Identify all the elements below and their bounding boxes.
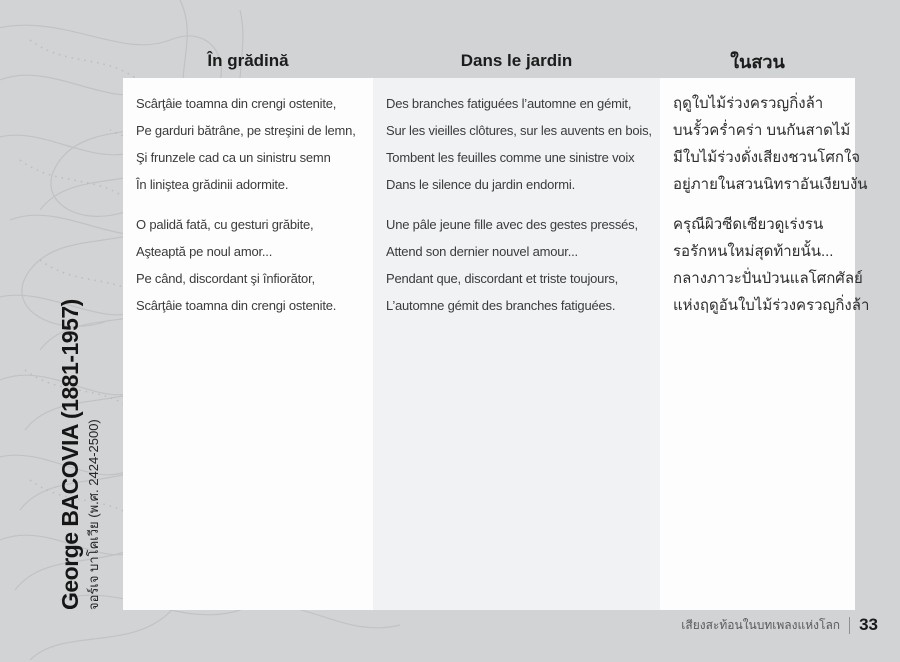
column-title-french: Dans le jardin xyxy=(460,51,573,70)
poem-line: ครุณีผิวซีดเซียวดูเร่งรน xyxy=(673,216,824,233)
poem-line: L’automne gémit des branches fatiguées. xyxy=(386,298,616,313)
author-block xyxy=(57,280,103,610)
stanza xyxy=(673,90,868,198)
stanza xyxy=(386,211,648,319)
poem-line: บนรั้วคร่ำคร่า บนกันสาดไม้ xyxy=(673,122,851,139)
poem-line: ฤดูใบไม้ร่วงครวญกิ่งล้า xyxy=(673,95,824,112)
poem-line: Attend son dernier nouvel amour... xyxy=(386,244,578,259)
poem-line: Dans le silence du jardin endormi. xyxy=(386,177,576,192)
poem-line: Sur les vieilles clôtures, sur les auvents en bois, xyxy=(386,123,652,138)
poem-line: Tombent les feuilles comme une sinistre voix xyxy=(386,150,635,165)
book-title: เสียงสะท้อนในบทเพลงแห่งโลก xyxy=(681,617,841,632)
stanza xyxy=(673,211,870,319)
poem-line: อยู่ภายในสวนนิทราอันเงียบงัน xyxy=(673,176,868,193)
poem-line: Une pâle jeune fille avec des gestes pressés, xyxy=(386,217,638,232)
poem-line: O palidă fată, cu gesturi grăbite, xyxy=(136,217,314,232)
column-thai xyxy=(660,44,870,610)
poem-panel-romanian xyxy=(123,78,373,610)
stanza xyxy=(136,211,361,319)
poem-line: Scârţâie toamna din crengi ostenite. xyxy=(136,298,337,313)
poem-line: Scârţâie toamna din crengi ostenite, xyxy=(136,96,337,111)
poem-line: Pe când, discordant şi înfiorător, xyxy=(136,271,315,286)
column-french xyxy=(373,44,660,610)
poem-line: Pe garduri bătrâne, pe streşini de lemn, xyxy=(136,123,356,138)
poem-line: กลางภาวะปั่นป่วนแลโศกศัลย์ xyxy=(673,270,863,287)
poem-panel-french xyxy=(373,78,660,610)
poem-panel-thai xyxy=(660,78,870,610)
column-romanian xyxy=(123,44,373,610)
poem-line: Des branches fatiguées l’automne en gémit, xyxy=(386,96,632,111)
poem-line: Pendant que, discordant et triste toujours, xyxy=(386,271,619,286)
stanza xyxy=(136,90,361,198)
poem-columns xyxy=(123,44,870,610)
page-number: 33 xyxy=(859,615,878,634)
page-footer xyxy=(681,613,878,637)
poem-line: În liniştea grădinii adormite. xyxy=(136,177,289,192)
poem-line: รอรักหนใหม่สุดท้ายนั้น... xyxy=(673,243,834,260)
poem-line: Şi frunzele cad ca un sinistru semn xyxy=(136,150,331,165)
author-name-thai: จอร์เจ บาโคเวีย (พ.ศ. 2424-2500) xyxy=(86,419,101,610)
column-title-thai: ในสวน xyxy=(730,51,785,72)
poem-line: แห่งฤดูอันใบไม้ร่วงครวญกิ่งล้า xyxy=(673,297,870,314)
stanza xyxy=(386,90,652,198)
column-title-romanian: În grădină xyxy=(207,51,289,70)
poem-line: Aşteaptă pe noul amor... xyxy=(136,244,273,259)
footer-divider xyxy=(849,617,850,634)
author-name: George BACOVIA (1881-1957) xyxy=(57,299,83,610)
poem-line: มีใบไม้ร่วงดั่งเสียงชวนโศกใจ xyxy=(673,149,861,166)
